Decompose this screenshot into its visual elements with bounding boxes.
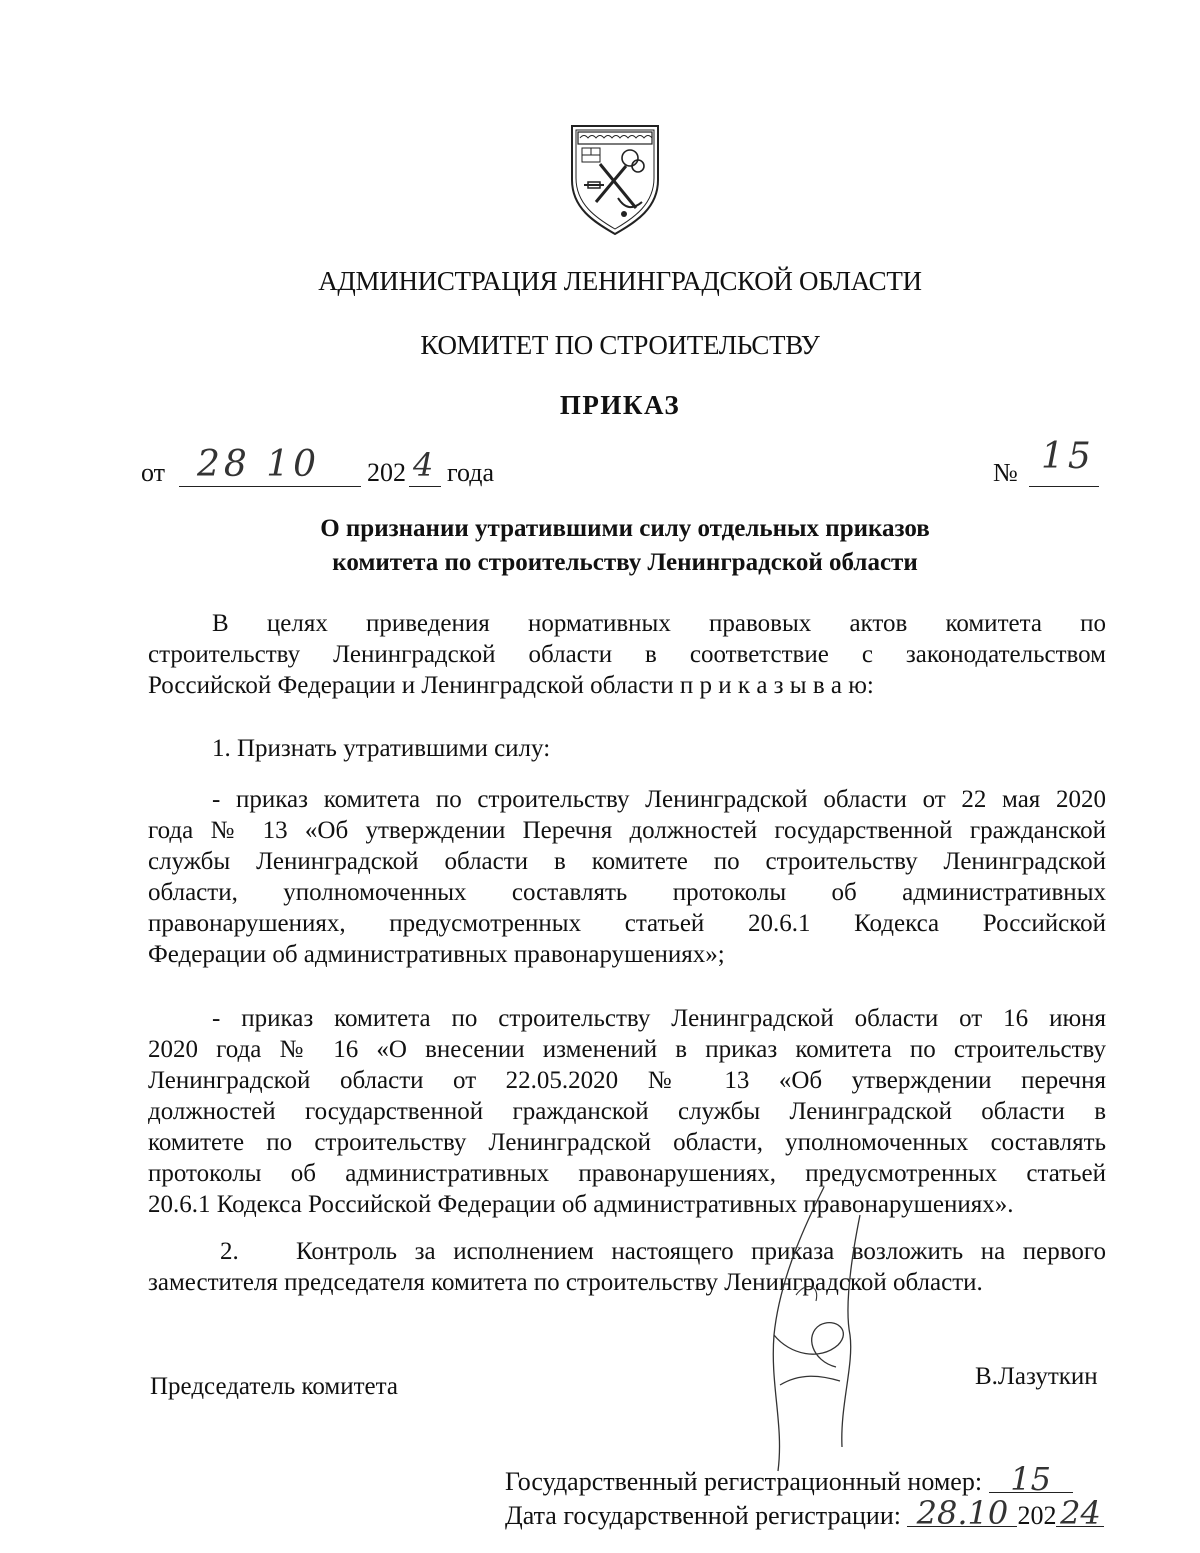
intro-line: В целях приведения нормативных правовых актов комитета по bbox=[212, 610, 1106, 637]
registration-year-value: 24 bbox=[1056, 1500, 1104, 1527]
item-2-line bbox=[148, 1236, 1106, 1267]
order-number-handwritten: 15 bbox=[1041, 436, 1095, 477]
item-1a-paragraph bbox=[148, 784, 1106, 970]
document-type-title: ПРИКАЗ bbox=[559, 390, 681, 420]
item-1a-line: области, уполномоченных составлять протоколы об административных bbox=[148, 879, 1106, 906]
date-underline bbox=[179, 486, 361, 487]
item-1a-line: службы Ленинградской области в комитете по строительству Ленинградской bbox=[148, 848, 1106, 875]
item-1a-line: Федерации об административных правонарушениях»; bbox=[148, 941, 725, 968]
registration-number-value: 15 bbox=[989, 1466, 1073, 1493]
item-1a-line: правонарушениях, предусмотренных статьей 20.6.1 Кодекса Российской bbox=[148, 910, 1106, 937]
item-1a-line: года № 13 «Об утверждении Перечня должностей государственной гражданской bbox=[148, 817, 1106, 844]
subject-line-2: комитета по строительству Ленинградской области bbox=[332, 549, 918, 576]
date-year-prefix: 202 bbox=[367, 458, 406, 487]
year-underline bbox=[409, 486, 441, 487]
item-1a-line: - приказ комитета по строительству Ленинградской области от 22 мая 2020 bbox=[212, 786, 1106, 813]
item-1b-line: - приказ комитета по строительству Ленинградской области от 16 июня bbox=[212, 1005, 1106, 1032]
order-number-label: № bbox=[993, 458, 1018, 487]
registration-date-line bbox=[505, 1494, 1104, 1532]
item-2-first-line: Контроль за исполнением настоящего приказа возложить на первого bbox=[296, 1238, 1106, 1265]
item-2-number: 2. bbox=[220, 1238, 239, 1265]
registration-date-label: Дата государственной регистрации: bbox=[505, 1501, 901, 1530]
intro-line: строительству Ленинградской области в соответствие с законодательством bbox=[148, 641, 1106, 668]
item-1b-line: 2020 года № 16 «О внесении изменений в приказ комитета по строительству bbox=[148, 1036, 1106, 1063]
item-1-text: 1. Признать утратившими силу: bbox=[212, 735, 551, 762]
item-1b-line: должностей государственной гражданской службы Ленинградской области в bbox=[148, 1098, 1106, 1125]
item-1b-paragraph bbox=[148, 1003, 1106, 1220]
item-1b-line: протоколы об административных правонарушениях, предусмотренных статьей bbox=[148, 1160, 1106, 1187]
signatory-position: Председатель комитета bbox=[150, 1373, 398, 1400]
date-year-suffix: года bbox=[447, 458, 495, 487]
registration-number-line bbox=[505, 1460, 1073, 1498]
handwritten-signature bbox=[740, 1185, 900, 1475]
intro-line: Российской Федерации и Ленинградской области п р и к а з ы в а ю: bbox=[148, 672, 874, 699]
intro-paragraph bbox=[148, 608, 1106, 701]
item-1b-line: Ленинградской области от 22.05.2020 № 13 «Об утверждении перечня bbox=[148, 1067, 1106, 1094]
date-handwritten: 28 10 bbox=[197, 444, 321, 485]
coat-of-arms-emblem bbox=[566, 122, 664, 236]
registration-date-value: 28.10 bbox=[907, 1500, 1017, 1527]
date-year-handwritten: 4 bbox=[413, 446, 434, 484]
item-2-paragraph bbox=[148, 1236, 1106, 1298]
number-underline bbox=[1029, 486, 1099, 487]
registration-number-label: Государственный регистрационный номер: bbox=[505, 1467, 983, 1496]
registration-year-prefix: 202 bbox=[1017, 1501, 1057, 1530]
item-1-heading bbox=[148, 733, 1106, 764]
item-1b-line: 20.6.1 Кодекса Российской Федерации об административных правонарушениях». bbox=[148, 1191, 1014, 1218]
item-1b-line: комитете по строительству Ленинградской области, уполномоченных составлять bbox=[148, 1129, 1106, 1156]
subject-line-1: О признании утратившими силу отдельных приказов bbox=[320, 515, 930, 542]
date-number-line bbox=[141, 436, 1103, 490]
date-from-label: от bbox=[141, 458, 166, 487]
item-2-line: заместителя председателя комитета по строительству Ленинградской области. bbox=[148, 1269, 983, 1296]
administration-heading: АДМИНИСТРАЦИЯ ЛЕНИНГРАДСКОЙ ОБЛАСТИ bbox=[318, 266, 922, 296]
signatory-name: В.Лазуткин bbox=[975, 1363, 1098, 1390]
committee-heading: КОМИТЕТ ПО СТРОИТЕЛЬСТВУ bbox=[420, 330, 820, 360]
